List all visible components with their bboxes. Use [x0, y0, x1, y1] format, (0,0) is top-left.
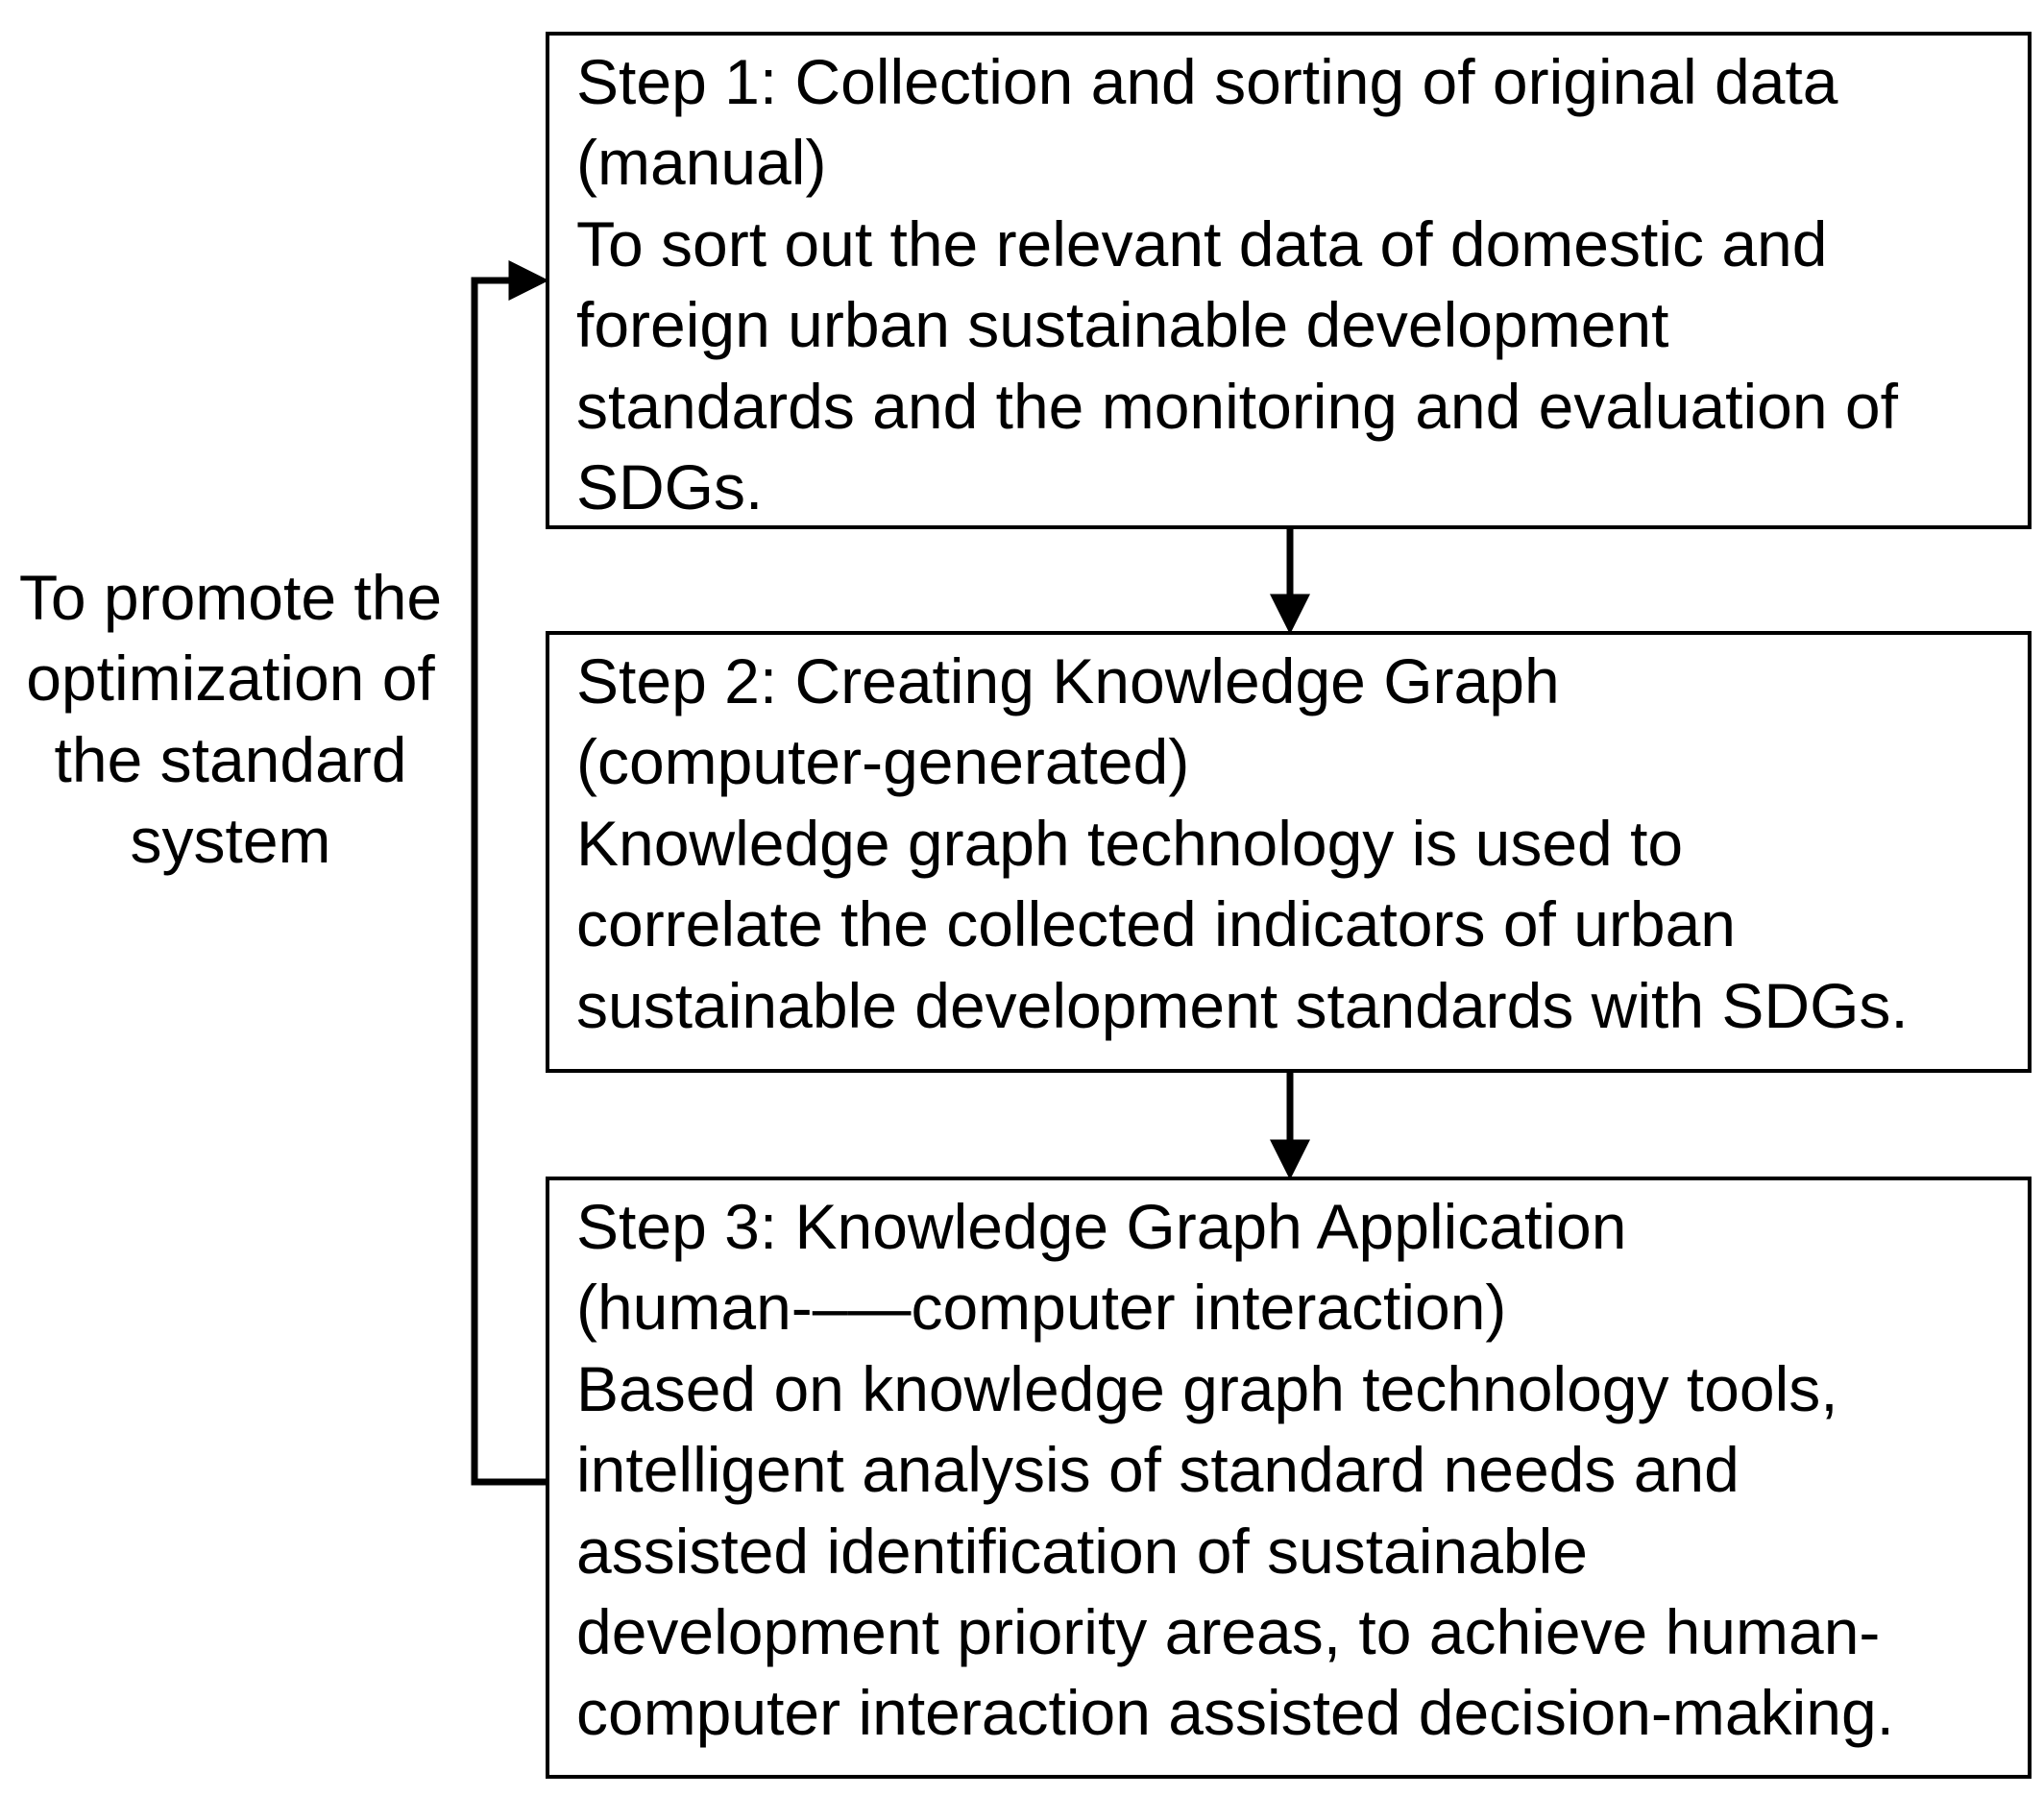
- feedback-label: [0, 557, 461, 882]
- step-3-description-line: intelligent analysis of standard needs and: [576, 1434, 1740, 1506]
- step-3-description-line: computer interaction assisted decision-making.: [576, 1677, 1894, 1749]
- feedback-label-line: optimization of: [26, 643, 435, 715]
- step-1-description-line: SDGs.: [576, 451, 764, 523]
- step-1-description-line: To sort out the relevant data of domestic and: [576, 207, 1828, 279]
- step-1-description-line: foreign urban sustainable development: [576, 289, 1669, 361]
- step-2-box: [546, 631, 2032, 1073]
- step-2-mode: (computer-generated): [576, 726, 1190, 798]
- step-3-mode: (human-–—computer interaction): [576, 1272, 1507, 1344]
- step-2-title: Step 2: Creating Knowledge Graph: [576, 645, 1560, 716]
- step-3-description-line: Based on knowledge graph technology tools,: [576, 1352, 1838, 1424]
- step-3-title: Step 3: Knowledge Graph Application: [576, 1191, 1627, 1262]
- step-1-mode: (manual): [576, 127, 827, 199]
- step-3-box: [546, 1177, 2032, 1779]
- feedback-label-line: system: [130, 805, 331, 877]
- step-2-description-line: Knowledge graph technology is used to: [576, 807, 1684, 879]
- step-3-description-line: assisted identification of sustainable: [576, 1515, 1588, 1587]
- step-1-title: Step 1: Collection and sorting of original data: [576, 46, 1838, 117]
- feedback-label-line: the standard: [54, 723, 407, 795]
- step-2-description-line: correlate the collected indicators of urban: [576, 888, 1737, 960]
- feedback-loop-arrow: [474, 280, 546, 1482]
- step-2-description-line: sustainable development standards with SDGs.: [576, 969, 1909, 1041]
- step-1-description-line: standards and the monitoring and evaluation of: [576, 370, 1898, 442]
- step-1-box: [546, 32, 2032, 529]
- step-3-description-line: development priority areas, to achieve human-: [576, 1596, 1881, 1668]
- feedback-label-line: To promote the: [18, 562, 443, 633]
